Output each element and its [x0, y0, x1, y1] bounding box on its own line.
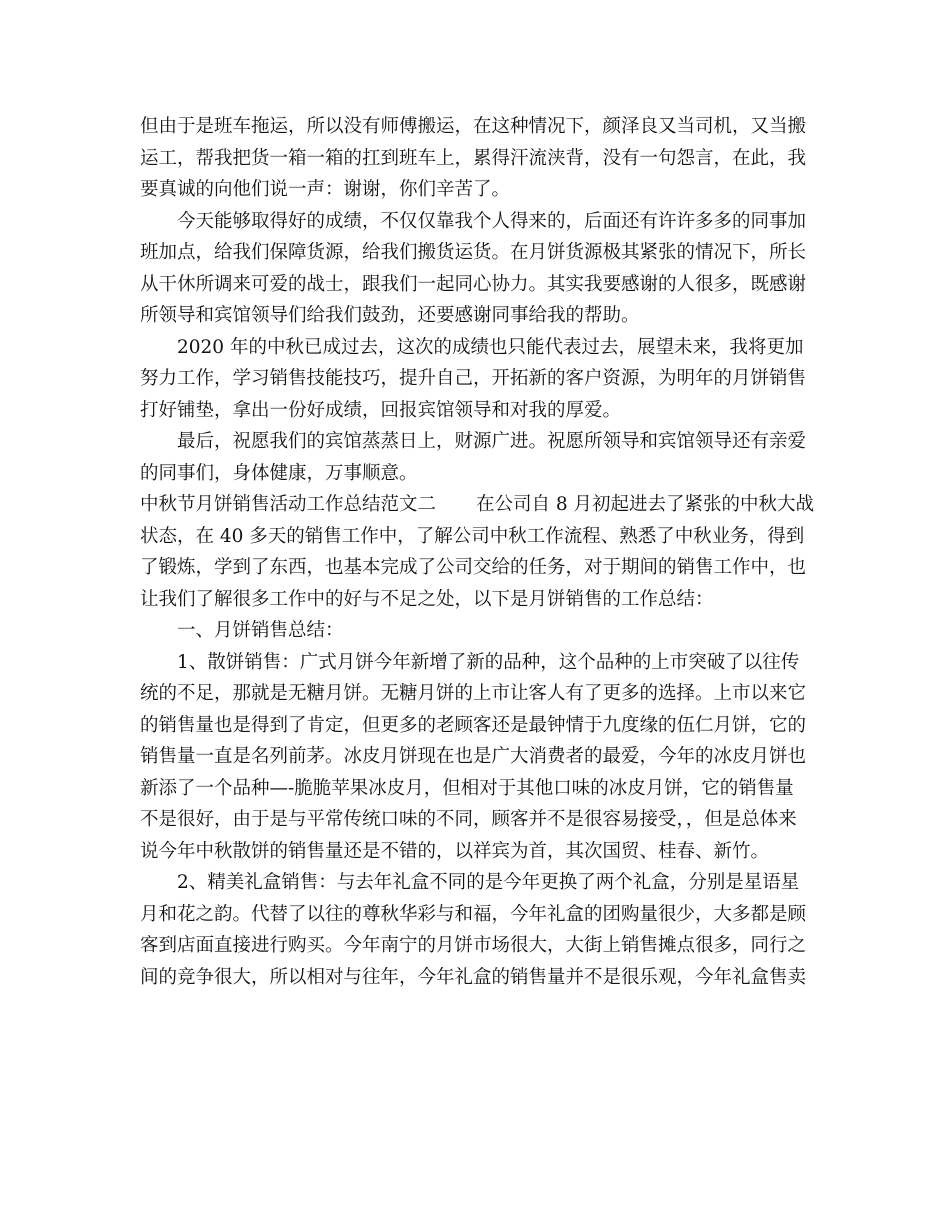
text-line [140, 237, 820, 269]
text-line [140, 678, 820, 710]
text-line-content: 说今年中秋散饼的销售量还是不错的，以祥宾为首，其次国贸、桂春、新竹。 [140, 840, 770, 862]
text-line-content: 了锻炼，学到了东西，也基本完成了公司交给的任务，对于期间的销售工作中，也 [140, 557, 807, 578]
text-line-content: 努力工作，学习销售技能技巧，提升自己，开拓新的客户资源，为明年的月饼销售 [140, 368, 807, 389]
text-line-content: 状态，在 40 多天的销售工作中，了解公司中秋工作流程、熟悉了中秋业务，得到 [140, 525, 805, 547]
text-line-content: 的销售量也是得到了肯定，但更多的老顾客还是最钟情于九度缘的伍仁月饼，它的 [140, 714, 807, 736]
text-line [140, 426, 820, 458]
text-line [140, 584, 820, 616]
text-line-content: 运工，帮我把货一箱一箱的扛到班车上，累得汗流浃背，没有一句怨言，在此，我 [140, 147, 807, 169]
text-line [140, 804, 820, 836]
text-line-content: 所领导和宾馆领导们给我们鼓劲，还要感谢同事给我的帮助。 [140, 305, 640, 326]
text-line [140, 552, 820, 584]
text-line [140, 899, 820, 931]
text-line [140, 647, 820, 679]
text-line [140, 363, 820, 395]
text-line [140, 111, 820, 143]
text-line [140, 300, 820, 332]
text-line [140, 395, 820, 427]
text-line-content: 的同事们，身体健康，万事顺意。 [140, 462, 418, 484]
text-line [140, 930, 820, 962]
text-line [140, 489, 820, 521]
text-line-content: 客到店面直接进行购买。今年南宁的月饼市场很大，大街上销售摊点很多，同行之 [140, 935, 807, 956]
text-line-content: 中秋节月饼销售活动工作总结范文二 [140, 494, 437, 515]
text-line-content: 一、月饼销售总结： [177, 620, 344, 641]
text-line [140, 143, 820, 175]
text-line [140, 174, 820, 206]
text-line [140, 521, 820, 553]
text-line-content: 最后，祝愿我们的宾馆蒸蒸日上，财源广进。祝愿所领导和宾馆领导还有亲爱 [177, 431, 807, 452]
text-line [140, 836, 820, 868]
text-line-content: 统的不足，那就是无糖月饼。无糖月饼的上市让客人有了更多的选择。上市以来它 [140, 683, 807, 704]
text-line [140, 332, 820, 364]
text-line [140, 741, 820, 773]
text-line-content: 1、散饼销售：广式月饼今年新增了新的品种，这个品种的上市突破了以往传 [177, 651, 800, 673]
text-line-content: 新添了一个品种—-脆脆苹果冰皮月，但相对于其他口味的冰皮月饼，它的销售量 [140, 777, 794, 799]
text-line [140, 206, 820, 238]
text-line-content: 班加点，给我们保障货源，给我们搬货运货。在月饼货源极其紧张的情况下，所长 [140, 242, 807, 263]
text-line [140, 615, 820, 647]
text-line [140, 710, 820, 742]
text-line-content: 2020 年的中秋已成过去，这次的成绩也只能代表过去，展望未来，我将更加 [177, 336, 804, 358]
text-line-content: 销售量一直是名列前茅。冰皮月饼现在也是广大消费者的最爱，今年的冰皮月饼也 [140, 746, 807, 767]
text-line-content: 要真诚的向他们说一声：谢谢，你们辛苦了。 [140, 179, 511, 200]
text-line [140, 269, 820, 301]
text-line-content: 今天能够取得好的成绩，不仅仅靠我个人得来的，后面还有许许多多的同事加 [177, 210, 807, 232]
text-line [140, 867, 820, 899]
text-line-content: 从干休所调来可爱的战士，跟我们一起同心协力。其实我要感谢的人很多，既感谢 [140, 273, 807, 295]
text-line-content: 不是很好，由于是与平常传统口味的不同，顾客并不是很容易接受，，但是总体来 [140, 809, 797, 830]
text-line [140, 773, 820, 805]
text-line-content: 2、精美礼盒销售：与去年礼盒不同的是今年更换了两个礼盒，分别是星语星 [177, 872, 800, 893]
text-line-content: 间的竞争很大，所以相对与往年，今年礼盒的销售量并不是很乐观，今年礼盒售卖 [140, 966, 807, 988]
text-line-content: 月和花之韵。代替了以往的尊秋华彩与和福，今年礼盒的团购量很少，大多都是顾 [140, 903, 807, 925]
text-line-content: 但由于是班车拖运，所以没有师傅搬运，在这种情况下，颜泽良又当司机，又当搬 [140, 116, 807, 137]
text-line-content: 打好铺垫，拿出一份好成绩，回报宾馆领导和对我的厚爱。 [140, 399, 622, 421]
text-line [140, 458, 820, 490]
text-line [140, 962, 820, 994]
text-line-tail: 在公司自 8 月初起进去了紧张的中秋大战 [476, 494, 815, 515]
text-line-content: 让我们了解很多工作中的好与不足之处，以下是月饼销售的工作总结： [140, 588, 714, 610]
document-body [140, 111, 820, 993]
